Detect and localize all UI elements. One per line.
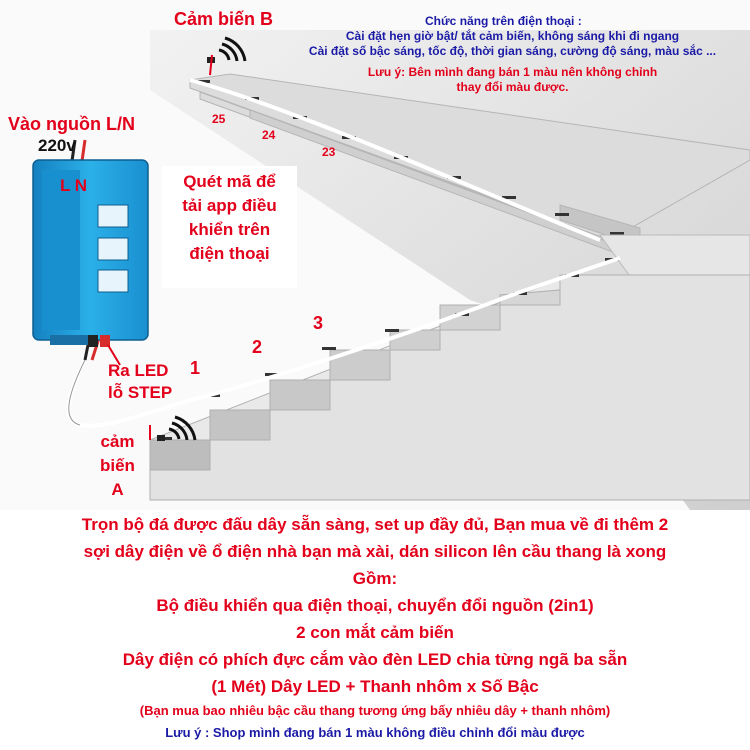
voltage-label: 220v <box>38 136 76 155</box>
controller-box <box>33 160 148 347</box>
step-1-label: 1 <box>190 358 201 378</box>
footer-line-5: 2 con mắt cảm biến <box>296 623 454 642</box>
power-in-label: Vào nguồn L/N <box>8 114 135 134</box>
sensor-b-label: Cảm biến B <box>174 9 274 29</box>
footer-line-4: Bộ điều khiển qua điện thoại, chuyển đổi nguồn (2in1) <box>156 596 594 615</box>
sensor-a-line2: biến <box>100 456 135 475</box>
footer-line-2: sợi dây điện về ổ điện nhà bạn mà xài, dán silicon lên cầu thang là xong <box>83 542 667 561</box>
led-output-line2: lỗ STEP <box>108 383 173 402</box>
footer-line-8: (Bạn mua bao nhiêu bậc cầu thang tương ứng bấy nhiêu dây + thanh nhôm) <box>139 703 611 718</box>
footer-line-7: (1 Mét) Dây LED + Thanh nhôm x Số Bậc <box>211 677 539 696</box>
footer-line-3: Gồm: <box>352 569 398 588</box>
qr-note-line4: điện thoại <box>189 244 270 263</box>
qr-note-line1: Quét mã để <box>183 172 276 191</box>
footer-line-6: Dây điện có phích đực cắm vào đèn LED chia từng ngã ba sẵn <box>122 650 628 669</box>
step-2-label: 2 <box>252 337 263 357</box>
footer-line-9: Lưu ý : Shop mình đang bán 1 màu không điều chỉnh đổi màu được <box>165 725 585 740</box>
phone-features-note1: Lưu ý: Bên mình đang bán 1 màu nên không chỉnh <box>367 65 658 79</box>
led-output-line1: Ra LED <box>108 361 169 380</box>
sensor-a-line1: cảm <box>100 432 135 451</box>
step-24-label: 24 <box>262 128 276 142</box>
phone-features-title: Chức năng trên điện thoại : <box>425 14 582 28</box>
phone-features-note2: thay đổi màu được. <box>456 80 569 94</box>
footer-line-1: Trọn bộ đá được đấu dây sẵn sàng, set up đầy đủ, Bạn mua về đi thêm 2 <box>81 515 669 534</box>
phone-features-panel <box>275 14 750 95</box>
qr-note <box>162 166 297 288</box>
step-3-label: 3 <box>313 313 324 333</box>
qr-note-line2: tải app điều <box>182 196 277 215</box>
step-25-label: 25 <box>212 112 226 126</box>
sensor-a-label <box>100 430 135 502</box>
qr-note-line3: khiển trên <box>188 220 271 239</box>
phone-features-line1: Cài đặt hẹn giờ bật/ tắt cảm biến, không sáng khi đi ngang <box>345 29 680 43</box>
led-output-label <box>108 360 172 404</box>
phone-features-line2: Cài đặt số bậc sáng, tốc độ, thời gian sáng, cường độ sáng, màu sắc ... <box>308 44 717 58</box>
ln-label: L N <box>60 176 88 195</box>
step-23-label: 23 <box>322 145 336 159</box>
sensor-a-line3: A <box>111 480 124 499</box>
